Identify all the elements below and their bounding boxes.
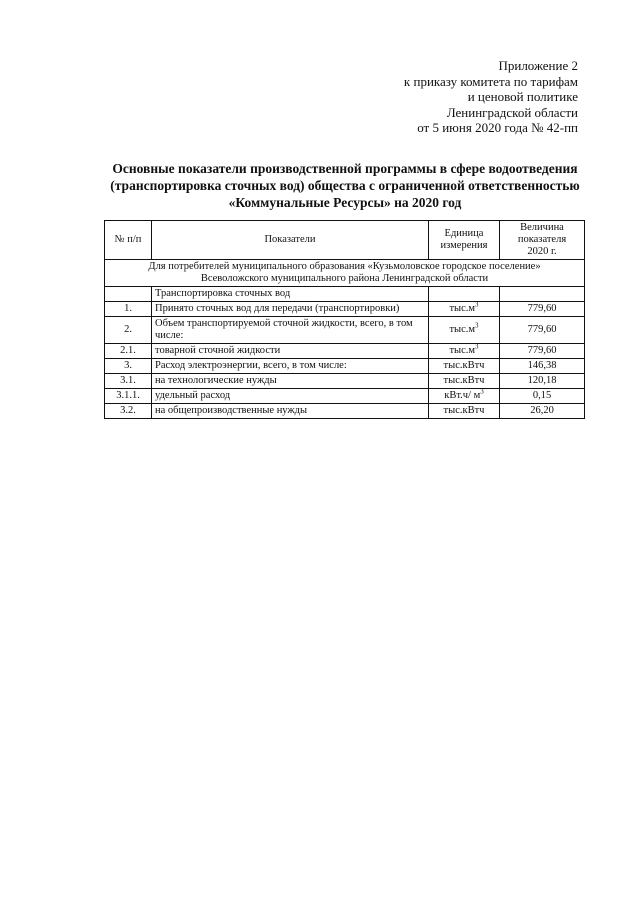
row-unit-text: тыс.кВтч — [443, 360, 485, 371]
row-num: 1. — [105, 302, 152, 317]
row-unit — [429, 404, 500, 419]
row-unit — [429, 317, 500, 344]
row-unit — [429, 389, 500, 404]
header-value-line: Величина — [520, 222, 564, 233]
row-unit — [429, 374, 500, 389]
indicators-table — [104, 220, 585, 419]
title-line: Основные показатели производственной программы в сфере водоотведения — [112, 161, 578, 176]
title-line: (транспортировка сточных вод) общества с ограниченной ответственностью — [110, 178, 580, 193]
document-title — [100, 160, 590, 211]
row-unit-text: тыс.кВтч — [443, 405, 485, 416]
row-unit — [429, 302, 500, 317]
section-value-cell — [500, 287, 585, 302]
row-name: товарной сточной жидкости — [152, 344, 429, 359]
row-num: 3. — [105, 359, 152, 374]
header-value — [500, 221, 585, 260]
row-name: Расход электроэнергии, всего, в том числе: — [152, 359, 429, 374]
section-num-cell — [105, 287, 152, 302]
row-value: 0,15 — [500, 389, 585, 404]
row-name: на технологические нужды — [152, 374, 429, 389]
section-row — [105, 287, 585, 302]
appendix-line: и ценовой политике — [467, 89, 578, 104]
row-unit-sup: 3 — [475, 321, 479, 330]
table-row — [105, 302, 585, 317]
row-unit — [429, 359, 500, 374]
row-unit-sup: 3 — [475, 342, 479, 351]
section-unit-cell — [429, 287, 500, 302]
row-value: 779,60 — [500, 302, 585, 317]
table-row — [105, 389, 585, 404]
row-unit — [429, 344, 500, 359]
row-unit-text: тыс.м — [449, 303, 476, 314]
row-value: 779,60 — [500, 317, 585, 344]
table-header-row — [105, 221, 585, 260]
header-value-line: показателя — [517, 234, 567, 245]
header-unit-line: Единица — [444, 228, 484, 239]
row-name: Принято сточных вод для передачи (транспортировки) — [152, 302, 429, 317]
table-row — [105, 404, 585, 419]
appendix-line: Приложение 2 — [498, 58, 578, 73]
section-title: Транспортировка сточных вод — [152, 287, 429, 302]
row-name: удельный расход — [152, 389, 429, 404]
table-row — [105, 359, 585, 374]
table-row — [105, 344, 585, 359]
row-unit-sup: 3 — [480, 387, 484, 396]
appendix-line: от 5 июня 2020 года № 42-пп — [417, 120, 578, 135]
row-num: 2. — [105, 317, 152, 344]
row-value: 146,38 — [500, 359, 585, 374]
header-num: № п/п — [105, 221, 152, 260]
appendix-line: Ленинградской области — [446, 104, 578, 120]
row-num: 3.1.1. — [105, 389, 152, 404]
consumer-line: Для потребителей муниципального образования «Кузьмоловское городское поселение» — [148, 261, 541, 272]
title-line: «Коммунальные Ресурсы» на 2020 год — [228, 195, 462, 210]
row-num: 3.1. — [105, 374, 152, 389]
appendix-block — [348, 58, 578, 136]
consumer-row — [105, 260, 585, 287]
row-name: на общепроизводственные нужды — [152, 404, 429, 419]
row-unit-text: тыс.м — [449, 324, 476, 335]
table-row — [105, 317, 585, 344]
table-row — [105, 374, 585, 389]
row-value: 120,18 — [500, 374, 585, 389]
row-value: 26,20 — [500, 404, 585, 419]
row-unit-text: тыс.кВтч — [443, 375, 485, 386]
row-unit-text: кВт.ч/ м — [444, 390, 481, 401]
row-num: 2.1. — [105, 344, 152, 359]
header-name: Показатели — [152, 221, 429, 260]
row-num: 3.2. — [105, 404, 152, 419]
row-value: 779,60 — [500, 344, 585, 359]
consumer-line: Всеволожского муниципального района Ленинградской области — [200, 273, 489, 284]
appendix-line: к приказу комитета по тарифам — [403, 73, 578, 89]
row-unit-sup: 3 — [475, 300, 479, 309]
header-unit — [429, 221, 500, 260]
row-unit-text: тыс.м — [449, 345, 476, 356]
header-value-line: 2020 г. — [527, 246, 557, 257]
consumer-cell — [105, 260, 585, 287]
header-unit-line: измерения — [440, 240, 488, 251]
row-name: Объем транспортируемой сточной жидкости, всего, в том числе: — [152, 317, 429, 344]
